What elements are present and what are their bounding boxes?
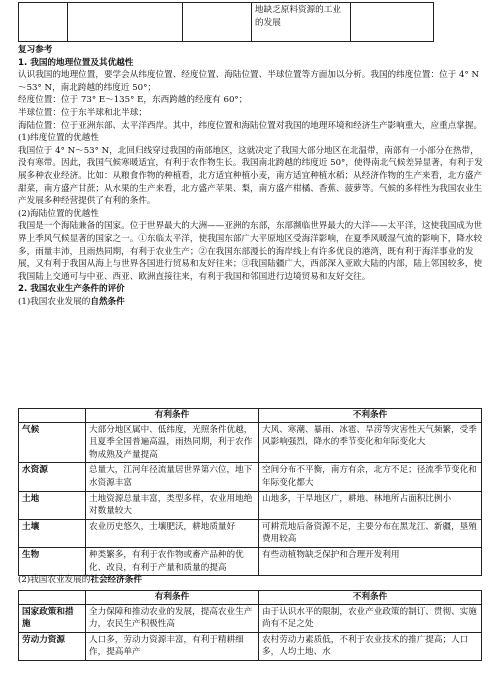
section-1-intro: 认识我国的地理位置，要学会从纬度位置、经度位置、海陆位置、半球位置等方面加以分析。我国的纬度位置：位于 4° N～53° N，南北跨越的纬度近 50°； — [18, 70, 480, 93]
review-heading: 复习参考 — [18, 45, 53, 55]
table-row — [19, 604, 482, 632]
header-empty — [19, 591, 86, 605]
unfavorable-cell: 空间分布不平衡，南方有余，北方不足；径流季节变化和年际变化都大 — [259, 463, 482, 491]
unfavorable-cell: 由于认识水平的限制，农业产业政策的制订、贯彻、实施尚有不足之处 — [259, 604, 482, 632]
top-table-cell-empty — [351, 3, 434, 42]
top-table-fragment — [18, 2, 434, 42]
favorable-cell: 大部分地区属中、低纬度，光照条件优越，且夏季全国普遍高温，雨热同期，利于农作物成熟及产量提高 — [86, 422, 259, 463]
row-label: 土地 — [19, 491, 86, 519]
unfavorable-cell: 农村劳动力素质低，不利于农业技术的推广提高；人口多，人均土地、水 — [259, 632, 482, 660]
subsection-latitude-title: (1)纬度位置的优越性 — [18, 133, 99, 144]
section-1-hemisphere: 半球位置：位于东半球和北半球； — [18, 107, 147, 118]
favorable-cell: 农业历史悠久，土壤肥沃，耕地质量好 — [86, 519, 259, 547]
subsection-land-sea-body: 我国是一个海陆兼备的国家。位于世界最大的大洲——亚洲的东部，东部濒临世界最大的大洋——太平洋，这使我国成为世界上季风气候显著的国家之一。①东临太平洋，使我国东部广大平原地区受海洋影响，在夏季风暖湿气流的影响下，降水较多，雨量丰沛，且雨热同期，有利于农业生产；②在我国东部漫长的海岸线上有许多优良的港湾，既有利于海洋事业的发展，又有利于我国从海上与世界各国进行贸易和友好往来；③我国陆疆广大，西部深入亚欧大陆的内部，陆上邻国较多，使我国陆上交通可与中亚、西亚、欧洲直接往来，有利于我国和邻国进行边境贸易和友好交往。 — [18, 221, 483, 282]
natural-conditions-title — [18, 296, 484, 309]
row-label: 国家政策和措施 — [19, 604, 86, 632]
section-1-land-sea: 海陆位置：位于亚洲东部、太平洋西岸。其中，纬度位置和海陆位置对我国的地理环境和经济生产影响重大，应重点掌握。 — [18, 120, 483, 131]
header-favorable: 有利条件 — [86, 591, 259, 605]
socio-section-title — [18, 574, 484, 587]
section-1-title: 1. 我国的地理位置及其优越性 — [18, 57, 134, 68]
unfavorable-cell: 大风、寒潮、暴雨、冰雹、旱涝等灾害性天气频繁，受季风影响强烈，降水的季节变化和年际变化大 — [259, 422, 482, 463]
top-table-cell-empty — [68, 3, 183, 42]
row-label: 气候 — [19, 422, 86, 463]
subsection-latitude-body: 我国位于 4° N～53° N，北回归线穿过我国的南部地区，这就决定了我国大部分地区在北温带，南部有一小部分在热带，没有寒带。因此，我国气候寒暖适宜，有利于农作物生长。我国南北跨越的纬度近 50°，使得南北气候差异显著，有利于发展多种农业经济。比如：从粮食作物的种植看，北方适宜种植小麦，南方适宜种植水稻；从经济作物的生产来看，北方盛产甜菜，南方盛产甘蔗；从水果的生产来看，北方盛产苹果、梨，南方盛产柑橘、香蕉、菠萝等。气候的多样性为我国农业生产发展多种经营提供了有利的条件。 — [18, 145, 483, 207]
natural-title-bold: 自然条件 — [90, 296, 125, 307]
unfavorable-cell: 有些动植物缺乏保护和合理开发利用 — [259, 547, 482, 575]
table-row — [19, 491, 482, 519]
row-label: 劳动力资源 — [19, 632, 86, 660]
header-unfavorable: 不利条件 — [259, 409, 482, 423]
favorable-cell: 人口多，劳动力资源丰富，有利于精耕细作，提高单产 — [86, 632, 259, 660]
table-row — [19, 422, 482, 463]
row-label: 水资源 — [19, 463, 86, 491]
table-row — [19, 519, 482, 547]
natural-title-prefix: (1)我国农业发展的 — [18, 296, 91, 307]
table-header-row — [19, 409, 482, 423]
socio-title-prefix: (2)我国农业发展的 — [18, 575, 91, 585]
header-favorable: 有利条件 — [86, 409, 259, 423]
top-table-cell: 地缺乏原料资源的工业的发展 — [252, 3, 351, 42]
section-2-title: 2. 我国农业生产条件的评价 — [18, 284, 125, 295]
table-header-row — [19, 591, 482, 605]
section-1-longitude: 经度位置：位于 73° E～135° E，东西跨越的经度有 60°； — [18, 95, 248, 106]
review-section — [18, 44, 484, 308]
natural-conditions-table — [18, 408, 482, 576]
top-table-cell-empty — [183, 3, 252, 42]
row-label: 生物 — [19, 547, 86, 575]
table-row — [19, 463, 482, 491]
table-row — [19, 547, 482, 575]
unfavorable-cell: 山地多，干旱地区广，耕地、林地所占面积比例小 — [259, 491, 482, 519]
favorable-cell: 土地资源总量丰富，类型多样，农业用地绝对数量较大 — [86, 491, 259, 519]
favorable-cell: 总量大，江河年径流量居世界第六位，地下水资源丰富 — [86, 463, 259, 491]
socio-title-bold: 社会经济条件 — [90, 575, 142, 585]
top-table-cell-empty — [19, 3, 68, 42]
header-empty — [19, 409, 86, 423]
socio-conditions-table — [18, 590, 482, 661]
unfavorable-cell: 可耕荒地后备资源不足，主要分布在黑龙江、新疆，垦殖费用较高 — [259, 519, 482, 547]
header-unfavorable: 不利条件 — [259, 591, 482, 605]
subsection-land-sea-title: (2)海陆位置的优越性 — [18, 208, 99, 219]
favorable-cell: 全力保障和推动农业的发展，提高农业生产力，农民生产积极性高 — [86, 604, 259, 632]
row-label: 土壤 — [19, 519, 86, 547]
favorable-cell: 种类繁多，有利于农作物或畜产品种的优化、改良，有利于产量和质量的提高 — [86, 547, 259, 575]
table-row — [19, 632, 482, 660]
